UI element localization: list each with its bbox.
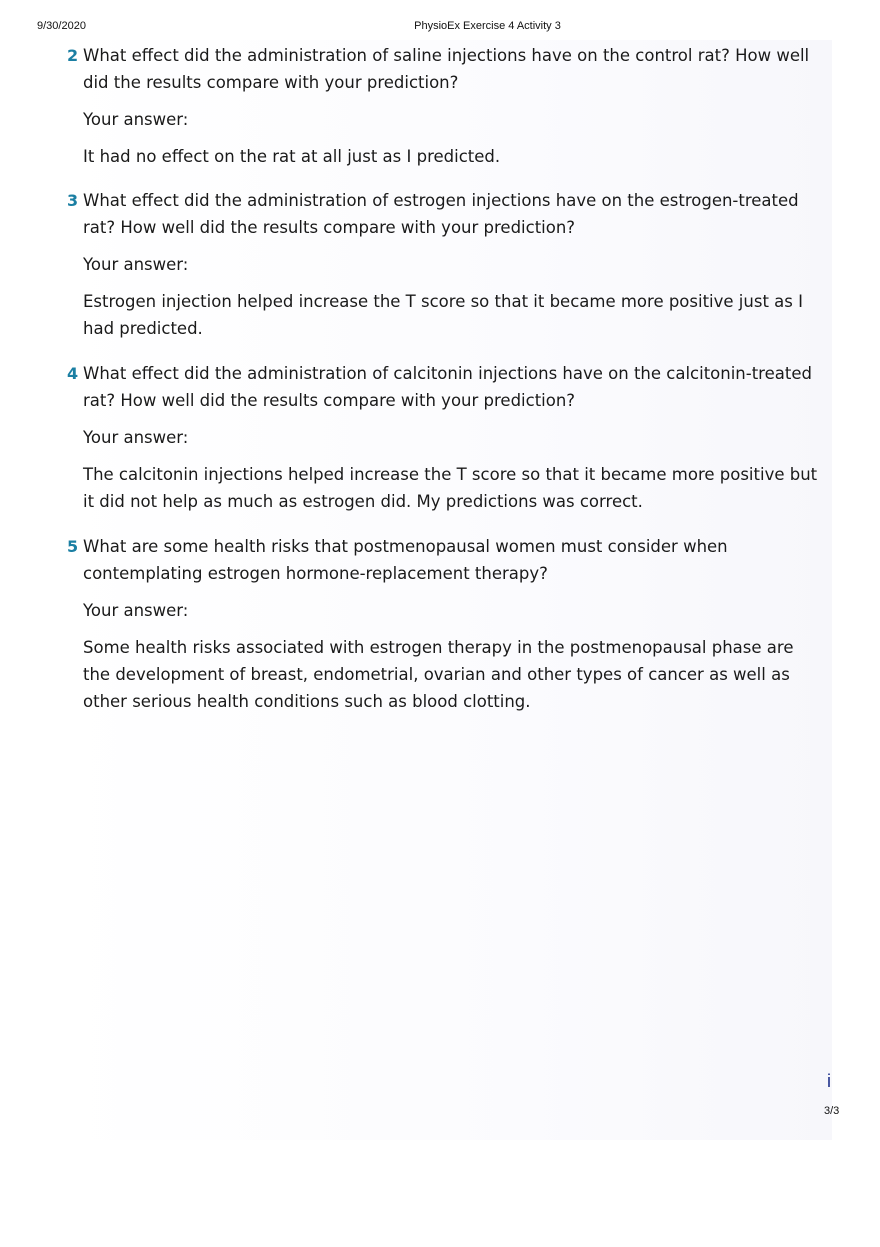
question-text: What effect did the administration of estrogen injections have on the estrogen-treated rat? How well did the results compare with your prediction? (83, 191, 799, 237)
question-item (62, 42, 832, 170)
question-text: What effect did the administration of saline injections have on the control rat? How well did the results compare with your prediction? (83, 46, 810, 92)
answer-label: Your answer: (83, 428, 189, 447)
print-date: 9/30/2020 (37, 20, 86, 32)
question-item (62, 187, 832, 342)
question-text: What are some health risks that postmenopausal women must consider when contemplating estrogen hormone-replacement therapy? (83, 537, 728, 583)
answer-label: Your answer: (83, 110, 189, 129)
question-text: What effect did the administration of calcitonin injections have on the calcitonin-treated rat? How well did the results compare with your prediction? (83, 364, 812, 410)
question-number: 4 (67, 364, 79, 383)
question-number: 5 (67, 537, 79, 556)
answer-text: The calcitonin injections helped increase the T score so that it became more positive but it did not help as much as estrogen did. My predictions was correct. (83, 465, 818, 511)
answer-text: Some health risks associated with estrogen therapy in the postmenopausal phase are the development of breast, endometrial, ovarian and other types of cancer as well as other serious health conditions such as blood clotting. (83, 638, 794, 711)
print-header (0, 20, 880, 36)
page-number: 3/3 (824, 1105, 840, 1117)
question-item (62, 360, 832, 515)
question-number: 2 (67, 46, 79, 65)
question-panel (62, 40, 832, 1140)
answer-text: Estrogen injection helped increase the T score so that it became more positive just as I had predicted. (83, 292, 803, 338)
question-item (62, 533, 832, 715)
answer-label: Your answer: (83, 601, 189, 620)
answer-text: It had no effect on the rat at all just as I predicted. (83, 147, 501, 166)
print-title: PhysioEx Exercise 4 Activity 3 (414, 20, 561, 32)
info-icon[interactable]: i (827, 1071, 831, 1091)
question-number: 3 (67, 191, 79, 210)
answer-label: Your answer: (83, 255, 189, 274)
